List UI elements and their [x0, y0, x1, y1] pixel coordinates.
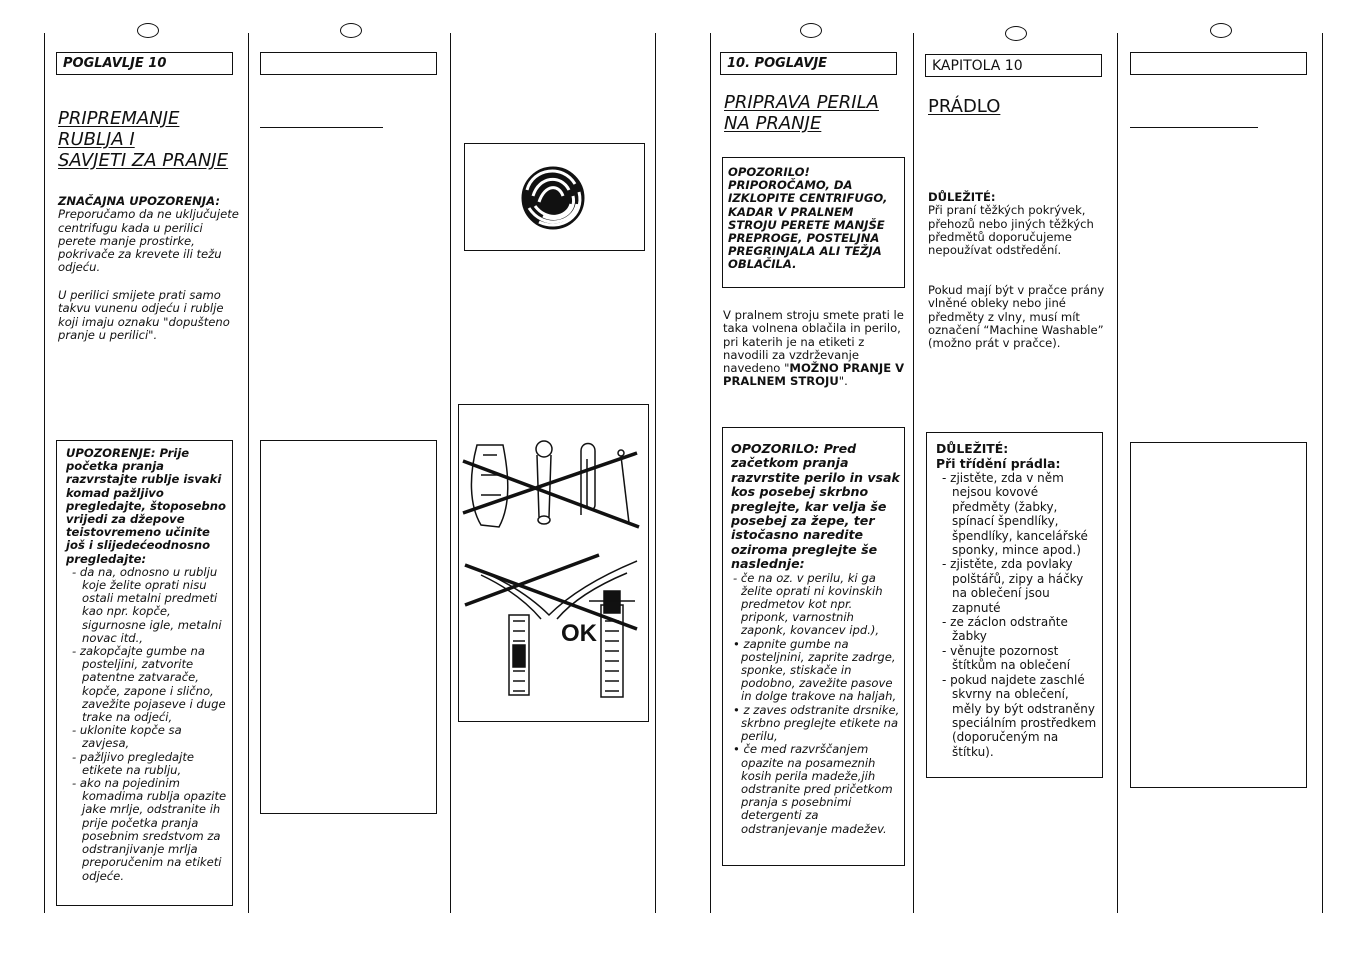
warning-intro: UPOZORENJE: Prije početka pranja razvrstajte rublje isvaki komad pažljivo pregledajte, štoposebno vrijedi za džepove teistovremeno učinite još i slijedećeodnosno pregledajte: [66, 446, 226, 566]
important-label: DŮLEŽITÉ: [928, 190, 996, 204]
title-line: SAVJETI ZA PRANJE [58, 150, 229, 171]
important-text: Při praní těžkých pokrývek, přehozů nebo jiných těžkých předmětů doporučujeme nepoužívat odstředění. [928, 203, 1094, 258]
ok-label: OK [561, 620, 597, 647]
important-text: Preporučamo da ne uključujete centrifugu kada u perilici perete manje prostirke, pokrivače za krevete ili težu odjeću. [58, 207, 239, 275]
list-item: - zjistěte, zda v něm nejsou kovové předměty (žabky, spínací špendlíky, špendlíky, kancelářské sponky, mince apod.) [936, 471, 1098, 557]
title-line: NA PRANJE [724, 113, 822, 134]
section-title [58, 108, 243, 171]
title-underline [1130, 127, 1258, 128]
list-item: - zjistěte, zda povlaky polštářů, zipy a háčky na oblečení jsou zapnuté [936, 557, 1098, 615]
wool-note-bold: MOŽNO PRANJE V PRALNEM STROJU [723, 361, 905, 389]
list-item: - ako na pojedinim komadima rublja opazite jake mrlje, odstranite ih prije početka pranja posebnim sredstvom za odstranjivanje mrlja preporučenim na etiketi odjeće. [66, 777, 228, 883]
warning-box [722, 157, 905, 288]
rule-left-edge [44, 33, 45, 913]
important-note [58, 195, 240, 275]
list-item: - pažljivo pregledajte etikete na rublju, [66, 751, 228, 777]
wool-note-end: ". [838, 374, 848, 389]
title-line: PRIPREMANJE [58, 108, 180, 129]
title-line: PRIPRAVA PERILA [724, 92, 879, 113]
wool-note-text: V pralnem stroju smete prati le taka volnena oblačila in perilo, pri katerih je na etiketi z navodili za vzdrževanje navedeno " [723, 308, 904, 376]
rule-col-divider [1117, 33, 1118, 913]
list-item: • če med razvrščanjem opazite na posameznih kosih perila madeže,jih odstranite pred pričetkom pranja s posebnimi detergenti za odstranjevanje madežev. [733, 742, 893, 836]
warning-list [66, 566, 228, 883]
woolmark-icon [465, 144, 644, 250]
section-title [724, 92, 904, 134]
list-item: • z zaves odstranite drsnike, skrbno preglejte etikete na perilu, [733, 702, 900, 744]
wool-note: U perilici smijete prati samo takvu vunenu odjeću i rublje koji imaju oznaku "dopušteno pranje u perilici". [58, 288, 230, 342]
box-label: DŮLEŽITÉ: [936, 441, 1009, 456]
rule-right-edge [1322, 33, 1323, 913]
language-oval [340, 23, 362, 38]
chapter-header: 10. POGLAVJE [720, 52, 897, 75]
rule-col-divider [913, 33, 914, 913]
warning-box-2 [722, 427, 905, 866]
warning-intro: OPOZORILO: Pred začetkom pranja razvrstite perilo in vsak kos posebej skrbno preglejte, kar velja še posebej za žepe, ter istočasno naredite oziroma preglejte še naslednje: [731, 441, 900, 572]
warning-text: OPOZORILO! PRIPOROČAMO, DA IZKLOPITE CENTRIFUGO, KADAR V PRALNEM STROJU PERETE MANJŠE PREPROGE, POSTELJNA PREGRINJALA ALI TEŽJA OBLAČILA. [728, 165, 888, 272]
language-oval [137, 23, 159, 38]
language-oval [800, 23, 822, 38]
wool-note: Pokud mají být v pračce prány vlněné obleky nebo jiné předměty z vlny, musí mít označení “Machine Washable” (možno prát v pračce). [928, 283, 1105, 351]
chapter-header-empty [1130, 52, 1307, 75]
rule-page-edge [710, 33, 711, 913]
list-item: - pokud najdete zaschlé skvrny na oblečení, měly by být odstraněny speciálním prostředkem (doporučeným na štítku). [936, 673, 1098, 759]
rule-col-divider [248, 33, 249, 913]
peg-icon [471, 445, 507, 527]
wool-symbol-frame [464, 143, 645, 251]
chapter-header: KAPITOLA 10 [925, 54, 1102, 77]
important-label: ZNAČAJNA UPOZORENJA: [58, 194, 220, 208]
warning-list [731, 572, 900, 836]
sorting-box [926, 432, 1103, 778]
sorting-box-empty [1130, 442, 1307, 788]
title-underline [260, 127, 383, 128]
warning-box [56, 440, 233, 906]
list-item: - věnujte pozornost štítkům na oblečení [936, 644, 1098, 673]
sorting-list [936, 471, 1098, 759]
list-item: - če na oz. v perilu, ki ga želite oprati ni kovinskih predmetov kot npr. priponk, varnostnih zaponk, kovancev ipd.), [733, 570, 883, 638]
language-oval [1005, 26, 1027, 41]
box-label: Při třídění prádla: [936, 455, 1061, 471]
title-line: RUBLJA I [58, 129, 135, 150]
rule-page-edge [655, 33, 656, 913]
chapter-header: POGLAVLJE 10 [56, 52, 233, 75]
sorting-illustration-frame [458, 404, 649, 722]
list-item: - uklonite kopče sa zavjesa, [66, 724, 228, 750]
language-oval [1210, 23, 1232, 38]
list-item: • zapnite gumbe na posteljnini, zaprite zadrge, sponke, stiskače in podobno, zavežite pasove in dolge trakove na haljah, [733, 636, 897, 704]
important-note [928, 191, 1110, 257]
wool-note [723, 309, 905, 389]
sorting-illustration [459, 405, 648, 721]
rule-col-divider [450, 33, 451, 913]
warning-box-empty [260, 440, 437, 814]
list-item: - ze záclon odstraňte žabky [936, 615, 1098, 644]
section-title: PRÁDLO [928, 96, 1001, 117]
chapter-header-empty [260, 52, 437, 75]
pin-icon [618, 450, 629, 523]
list-item: - zakopčajte gumbe na posteljini, zatvorite patentne zatvarače, kopče, zapone i slično, zavežite pojaseve i duge trake na odjeći, [66, 645, 228, 724]
list-item: - da na, odnosno u rublju koje želite oprati nisu ostali metalni predmeti kao npr. kopče, sigurnosne igle, metalni novac itd., [66, 566, 228, 645]
